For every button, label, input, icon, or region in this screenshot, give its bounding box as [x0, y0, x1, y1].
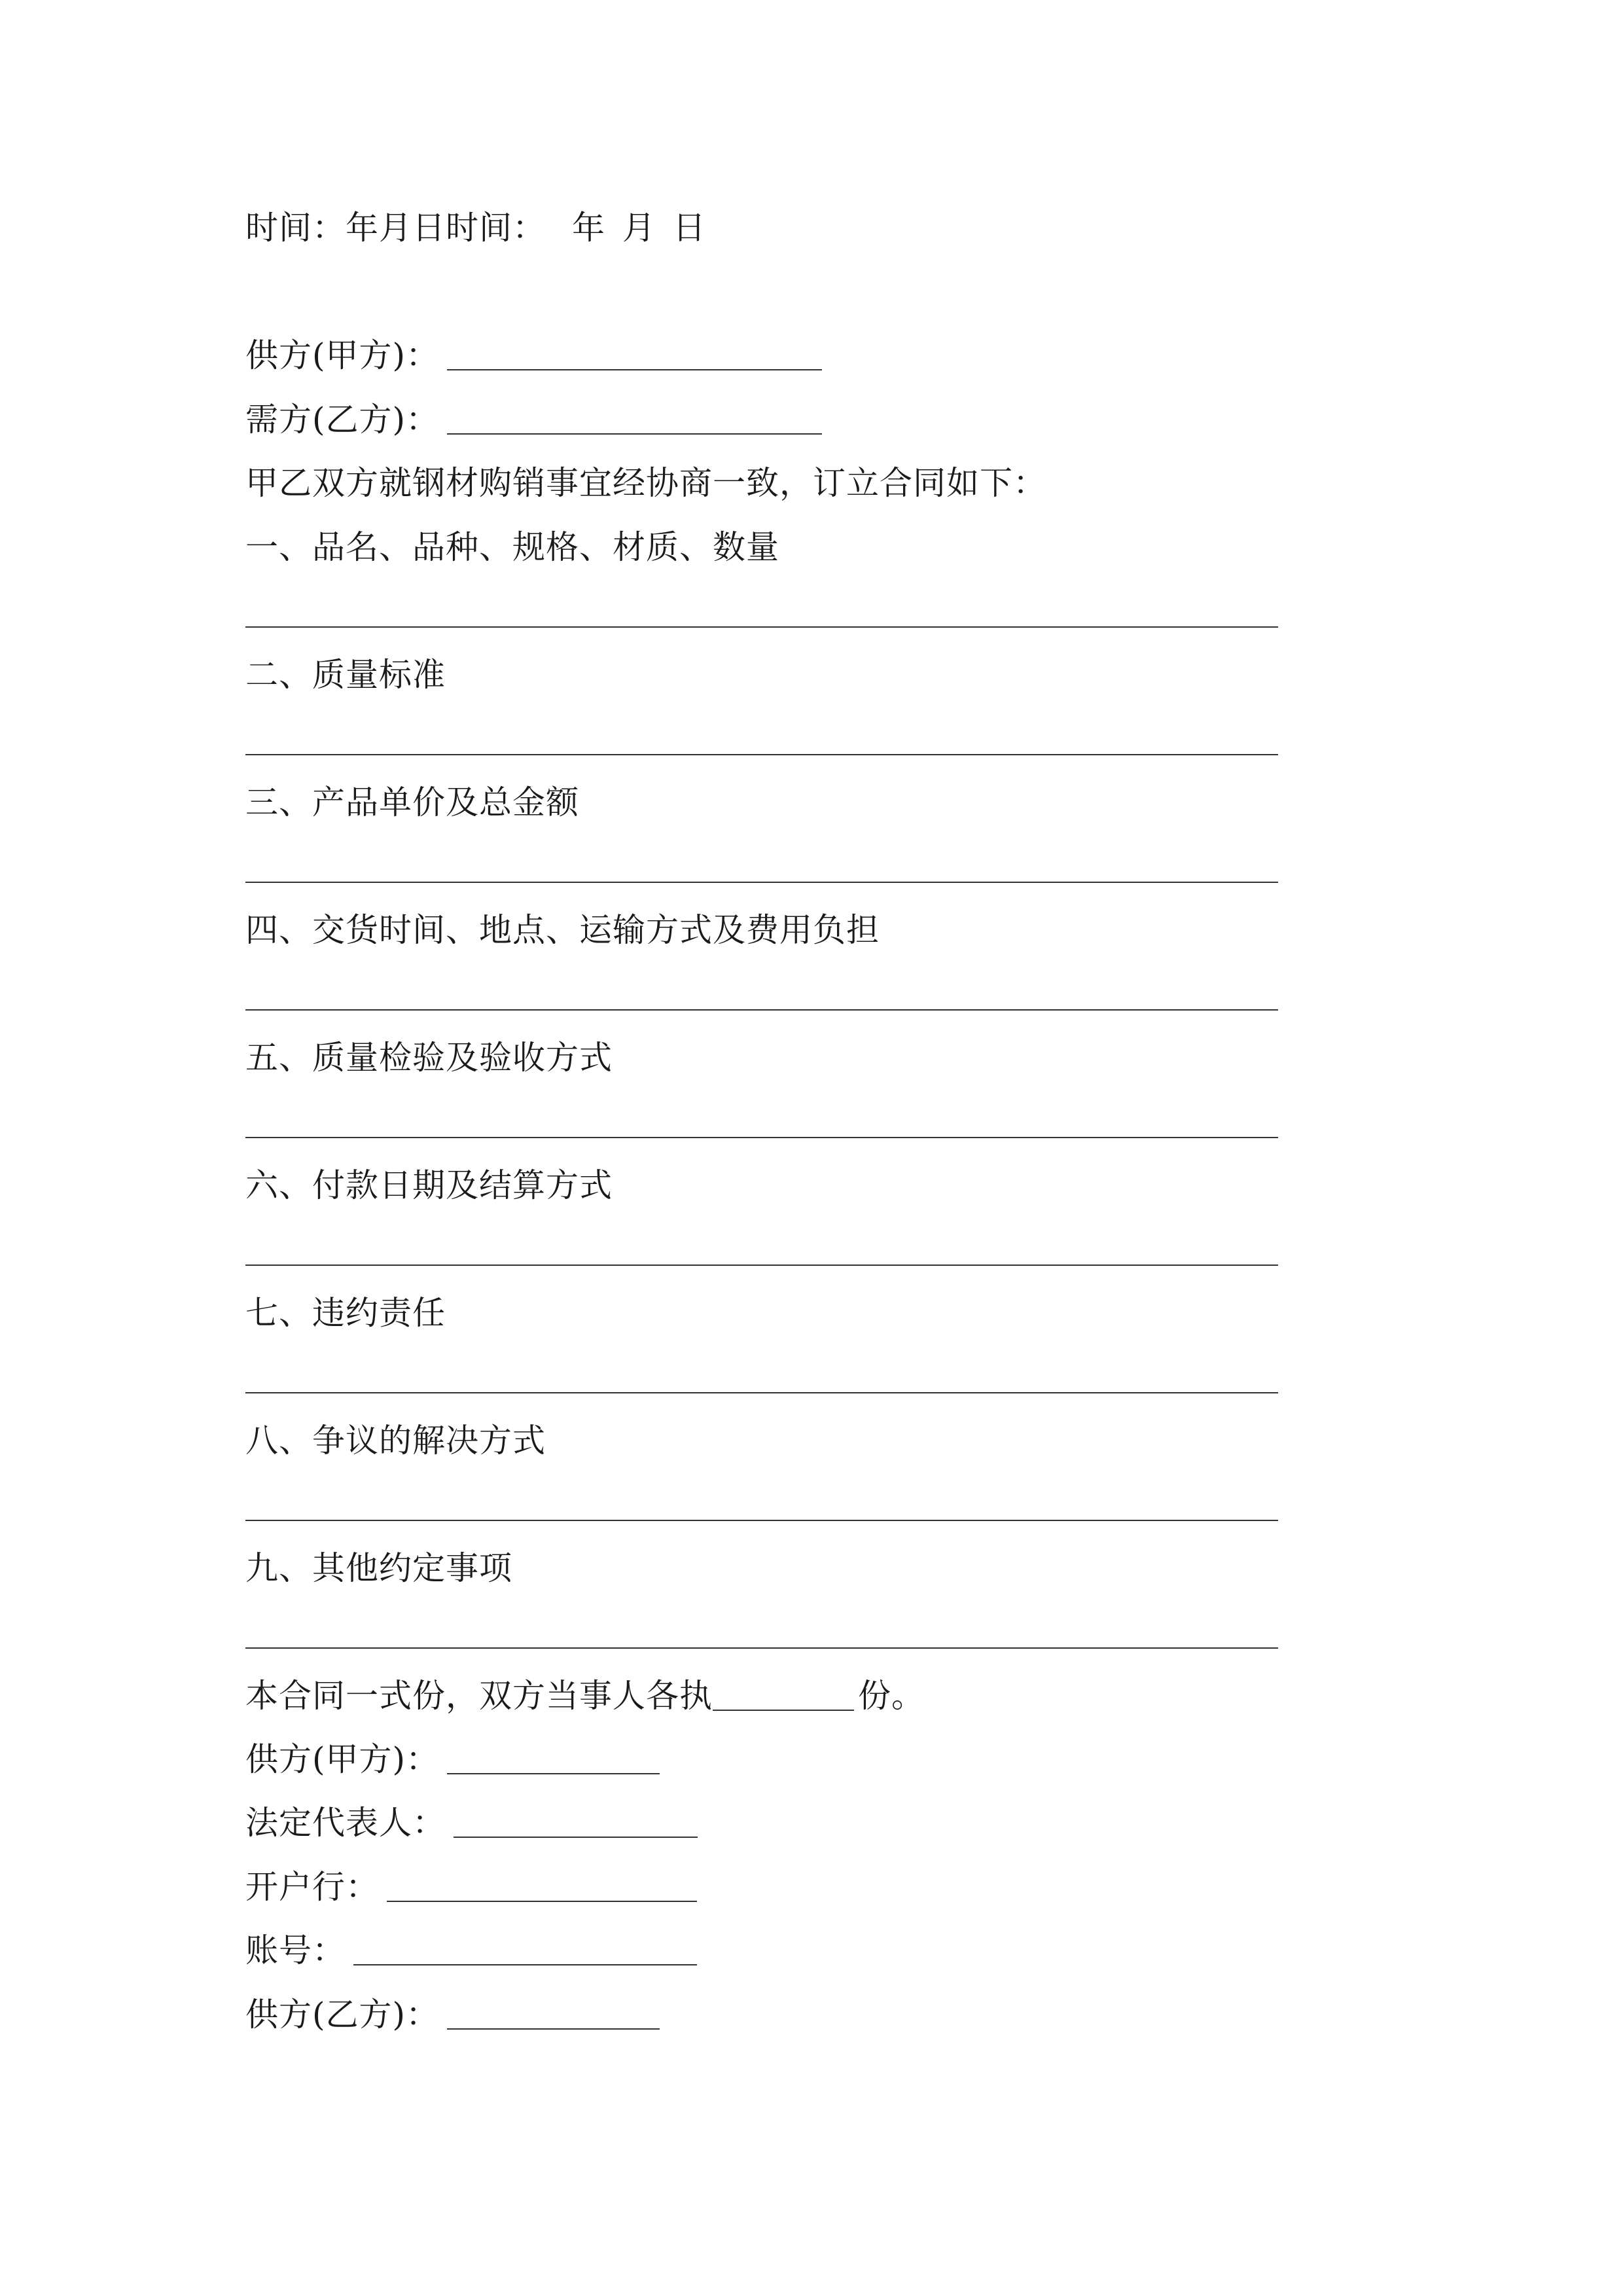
clause-7-rule[interactable]: [245, 1392, 1278, 1393]
copies-suffix: 份。: [858, 1677, 925, 1715]
buyer-line-top: [245, 400, 822, 439]
copies-blank[interactable]: [713, 1681, 854, 1711]
clause-7: 七、违约责任: [245, 1294, 446, 1332]
clause-1: 一、品名、品种、规格、材质、数量: [245, 528, 779, 566]
clause-1-rule[interactable]: [245, 626, 1278, 628]
date-month: 月: [622, 209, 656, 247]
sign-account: [245, 1931, 697, 1970]
sign-account-blank[interactable]: [353, 1935, 697, 1965]
sign-bank-label: 开户行：: [245, 1868, 379, 1906]
sign-supplier-b-label: 供方(乙方)：: [245, 1996, 440, 2034]
sign-legal-rep: [245, 1803, 698, 1842]
sign-bank: [245, 1867, 697, 1907]
supplier-line-top: [245, 336, 822, 375]
copies-line: [245, 1676, 925, 1715]
clause-6-rule[interactable]: [245, 1265, 1278, 1266]
clause-3-rule[interactable]: [245, 882, 1278, 883]
buyer-blank-top[interactable]: [447, 404, 822, 435]
supplier-label-top: 供方(甲方)：: [245, 336, 440, 374]
sign-supplier-b-blank[interactable]: [447, 2000, 660, 2030]
clause-8: 八、争议的解决方式: [245, 1422, 546, 1460]
clause-2-rule[interactable]: [245, 754, 1278, 755]
clause-4: 四、交货时间、地点、运输方式及费用负担: [245, 911, 880, 949]
sign-supplier-b: [245, 1995, 660, 2034]
buyer-label-top: 需方(乙方)：: [245, 401, 440, 439]
clause-3: 三、产品单价及总金额: [245, 783, 579, 821]
date-day: 日: [673, 209, 706, 247]
date-prefix: 时间：年月日时间：: [245, 209, 546, 247]
intro-text: 甲乙双方就钢材购销事宜经协商一致，订立合同如下：: [245, 464, 1046, 502]
sign-supplier-a-blank[interactable]: [447, 1744, 660, 1774]
clause-9-rule[interactable]: [245, 1647, 1278, 1649]
clause-9: 九、其他约定事项: [245, 1549, 512, 1587]
sign-supplier-a-label: 供方(甲方)：: [245, 1740, 440, 1778]
date-line: [245, 208, 706, 247]
sign-supplier-a: [245, 1740, 660, 1779]
sign-legal-rep-blank[interactable]: [454, 1808, 698, 1838]
supplier-blank-top[interactable]: [447, 340, 822, 370]
clause-6: 六、付款日期及结算方式: [245, 1166, 613, 1204]
sign-account-label: 账号：: [245, 1931, 346, 1969]
sign-legal-rep-label: 法定代表人：: [245, 1804, 446, 1842]
clause-2: 二、质量标准: [245, 656, 446, 694]
date-year: 年: [572, 209, 605, 247]
clause-5: 五、质量检验及验收方式: [245, 1039, 613, 1077]
clause-4-rule[interactable]: [245, 1009, 1278, 1011]
sign-bank-blank[interactable]: [387, 1872, 697, 1902]
clause-5-rule[interactable]: [245, 1137, 1278, 1138]
copies-prefix: 本合同一式份，双方当事人各执: [245, 1677, 713, 1715]
clause-8-rule[interactable]: [245, 1520, 1278, 1521]
